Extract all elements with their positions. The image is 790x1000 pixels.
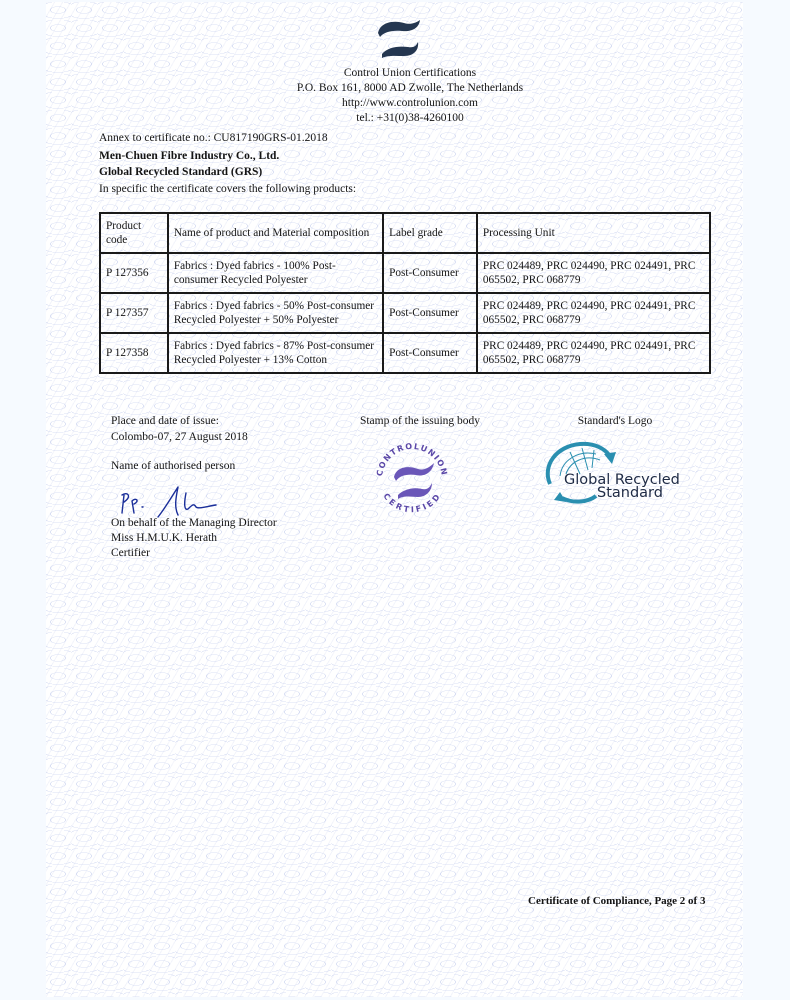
header-product-code: Product code <box>100 213 168 253</box>
stamp-label: Stamp of the issuing body <box>359 415 481 427</box>
standard-logo-line1: Global Recycled <box>564 472 680 488</box>
header-label-grade: Label grade <box>383 213 477 253</box>
label-grade-cell: Post-Consumer <box>383 293 477 333</box>
product-name-cell: Fabrics : Dyed fabrics - 50% Post-consumer Recycled Polyester + 50% Polyester <box>168 293 383 333</box>
organization-phone: tel.: +31(0)38-4260100 <box>356 112 464 124</box>
authorised-person-name: Miss H.M.U.K. Herath <box>111 532 218 544</box>
standard-logo-line2: Standard <box>597 485 663 501</box>
products-table <box>99 212 711 374</box>
standard-name: Global Recycled Standard (GRS) <box>99 166 263 178</box>
table-row <box>100 253 710 293</box>
stamp-ring-top-text: CONTROLUNION <box>375 441 450 477</box>
standard-logo-label: Standard's Logo <box>577 415 653 427</box>
place-date-value: Colombo-07, 27 August 2018 <box>111 431 248 443</box>
table-header-row <box>100 213 710 253</box>
company-name: Men-Chuen Fibre Industry Co., Ltd. <box>99 150 280 162</box>
authorised-person-label: Name of authorised person <box>111 460 236 472</box>
header-product-name: Name of product and Material composition <box>168 213 383 253</box>
processing-unit-cell: PRC 024489, PRC 024490, PRC 024491, PRC 065502, PRC 068779 <box>477 293 710 333</box>
organization-name: Control Union Certifications <box>343 67 477 79</box>
organization-website: http://www.controlunion.com <box>342 97 478 109</box>
page-footer: Certificate of Compliance, Page 2 of 3 <box>528 895 706 907</box>
authorised-person-role: Certifier <box>111 547 150 559</box>
on-behalf-text: On behalf of the Managing Director <box>111 517 277 529</box>
product-name-cell: Fabrics : Dyed fabrics - 87% Post-consumer Recycled Polyester + 13% Cotton <box>168 333 383 373</box>
product-name-cell: Fabrics : Dyed fabrics - 100% Post-consumer Recycled Polyester <box>168 253 383 293</box>
processing-unit-cell: PRC 024489, PRC 024490, PRC 024491, PRC 065502, PRC 068779 <box>477 253 710 293</box>
table-row <box>100 333 710 373</box>
stamp-ring-bottom-text: CERTIFIED <box>381 491 443 515</box>
header-processing-unit: Processing Unit <box>477 213 710 253</box>
table-row <box>100 293 710 333</box>
product-code-cell: P 127356 <box>100 253 168 293</box>
label-grade-cell: Post-Consumer <box>383 253 477 293</box>
processing-unit-cell: PRC 024489, PRC 024490, PRC 024491, PRC 065502, PRC 068779 <box>477 333 710 373</box>
annex-certificate-number: Annex to certificate no.: CU817190GRS-01.2018 <box>99 132 328 144</box>
signature-icon <box>118 483 228 519</box>
coverage-statement: In specific the certificate covers the following products: <box>99 183 357 195</box>
place-date-label: Place and date of issue: <box>111 415 219 427</box>
global-recycled-standard-logo-icon <box>540 440 690 508</box>
product-code-cell: P 127357 <box>100 293 168 333</box>
label-grade-cell: Post-Consumer <box>383 333 477 373</box>
product-code-cell: P 127358 <box>100 333 168 373</box>
control-union-logo-icon <box>372 18 424 60</box>
organization-address: P.O. Box 161, 8000 AD Zwolle, The Netherlands <box>296 82 524 94</box>
control-union-certified-stamp-icon <box>372 437 452 517</box>
